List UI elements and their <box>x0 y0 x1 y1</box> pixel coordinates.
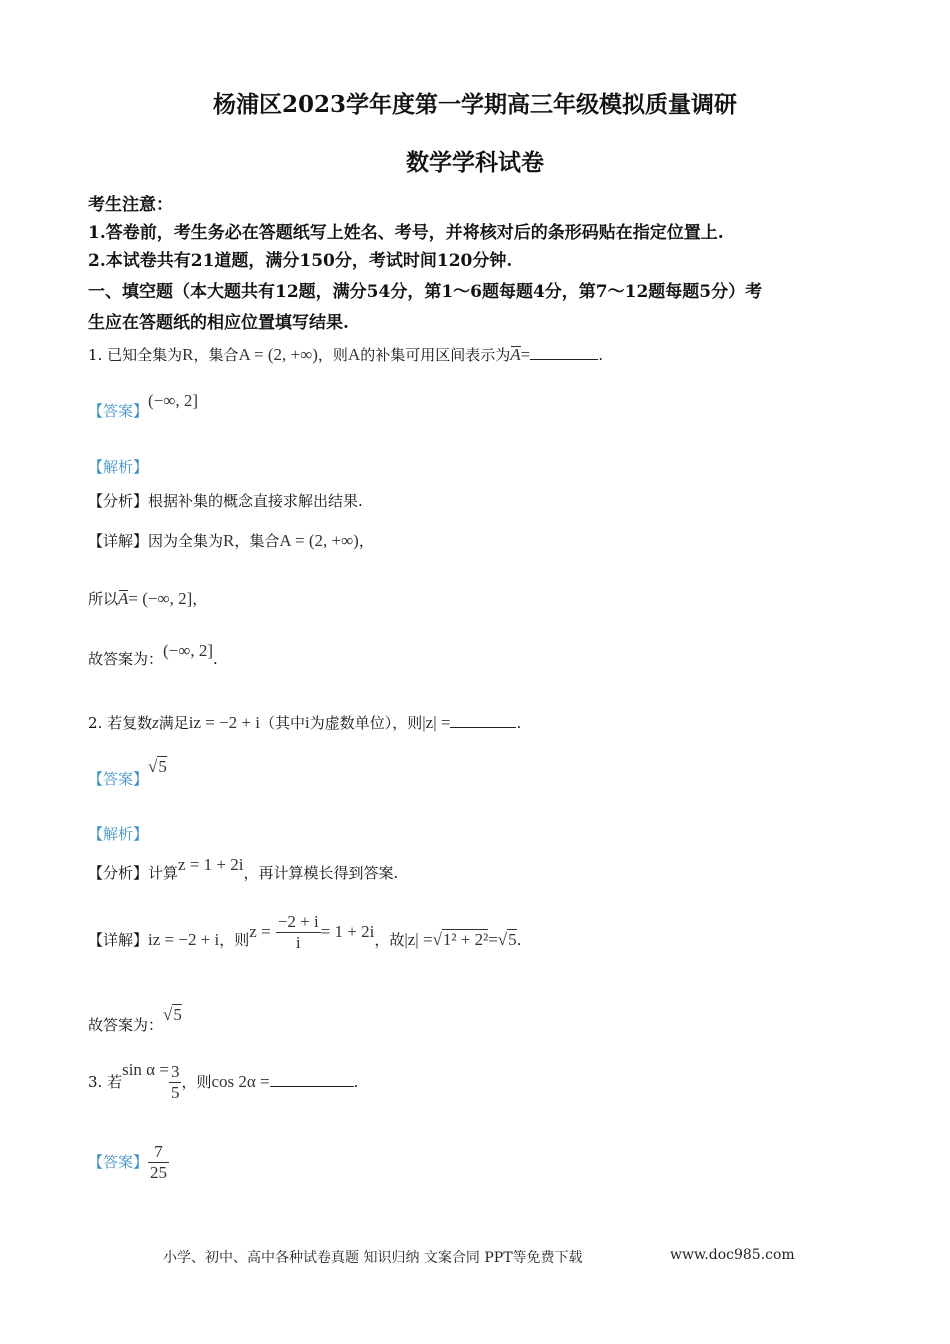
q2-fenxi <box>88 855 399 883</box>
q3-fraction <box>169 1062 182 1103</box>
q1-final-end: . <box>213 650 218 668</box>
q1-so-text: 所以 <box>88 590 119 608</box>
q2-detail-condition: iz = −2 + i <box>148 930 220 949</box>
q3-answer-fraction <box>148 1142 169 1183</box>
q2-final <box>88 1005 182 1035</box>
q1-answer-blank <box>530 345 598 360</box>
question-2 <box>88 712 521 733</box>
q2-answer-value: √5 <box>148 757 167 776</box>
q1-detail-text-2: ，集合 <box>234 532 280 550</box>
q3-denominator: 5 <box>170 1083 180 1102</box>
q3-period: . <box>353 1073 359 1091</box>
q2-text-2: 满足 <box>158 714 189 732</box>
q3-numerator: 3 <box>170 1062 180 1081</box>
q1-detail <box>88 530 374 551</box>
q2-answer <box>88 757 167 789</box>
q1-A-complement: A <box>510 345 521 364</box>
q2-i: i <box>305 713 310 732</box>
q1-text-4: 的补集可用区间表示为 <box>360 346 511 364</box>
q2-text-1: 2. 若复数 <box>88 714 153 732</box>
q1-detail-set-A: A = (2, +∞) <box>279 531 359 550</box>
q2-detail-end: . <box>516 931 522 949</box>
q2-analysis-tag: 【解析】 <box>88 825 149 843</box>
q1-final <box>88 641 218 669</box>
q3-answer-denominator: 25 <box>150 1163 168 1182</box>
q2-detail-denominator: i <box>295 933 301 952</box>
q2-fenxi-text-1: 计算 <box>148 864 179 882</box>
q1-answer-tag: 【答案】 <box>88 402 149 420</box>
q1-R: R <box>182 345 194 364</box>
q1-fenxi-tag: 【分析】 <box>88 492 149 510</box>
q1-detail-comma: ， <box>358 532 374 550</box>
q3-sin: sin α = <box>122 1060 169 1079</box>
q2-final-value: √5 <box>163 1005 182 1024</box>
q2-fenxi-expr: z = 1 + 2i <box>178 855 244 874</box>
q2-fenxi-tag: 【分析】 <box>88 864 149 882</box>
q1-text-3: ，则 <box>317 346 348 364</box>
question-1 <box>88 344 603 365</box>
page-title: 杨浦区2023学年度第一学期高三年级模拟质量调研 <box>212 91 737 118</box>
notice-item-2: 2.本试卷共有21道题，满分150分，考试时间120分钟. <box>88 251 513 271</box>
q2-condition: iz = −2 + i <box>188 713 260 732</box>
q3-answer-blank <box>270 1072 354 1087</box>
q2-answer-radicand: 5 <box>158 757 167 776</box>
q1-so-end: ， <box>192 590 208 608</box>
q2-detail <box>88 912 522 961</box>
q3-cos: cos 2α = <box>211 1072 270 1091</box>
q1-A: A <box>347 345 361 364</box>
q2-detail-fraction <box>276 912 321 953</box>
q1-fenxi <box>88 490 363 511</box>
q2-detail-tag: 【详解】 <box>88 931 149 949</box>
q2-answer-tag: 【答案】 <box>88 770 149 788</box>
q3-answer-numerator: 7 <box>148 1142 169 1163</box>
q1-final-text: 故答案为： <box>88 650 164 668</box>
q2-detail-result: = 1 + 2i <box>320 922 375 941</box>
q1-period: . <box>598 346 603 364</box>
footer-site-link[interactable]: www.doc985.com <box>670 1247 795 1263</box>
q2-final-radicand: 5 <box>173 1005 182 1024</box>
q1-analysis-tag: 【解析】 <box>88 458 149 476</box>
q1-equals: = <box>520 345 531 364</box>
question-3 <box>88 1062 358 1103</box>
q1-text-1: 1. 已知全集为 <box>88 346 183 364</box>
q1-set-A: A = (2, +∞) <box>238 345 318 364</box>
q2-answer-blank <box>450 713 516 728</box>
q2-detail-sqrt-2: √5 <box>497 930 517 949</box>
q2-abs-z: |z| = <box>422 713 451 732</box>
q2-detail-text-2: ，故 <box>374 931 405 949</box>
q1-so-A-complement: A <box>118 589 129 608</box>
q3-text-1: 3. 若 <box>88 1073 123 1091</box>
q1-text-2: ，集合 <box>193 346 239 364</box>
notice-item-1: 1.答卷前，考生务必在答题纸写上姓名、考号，并将核对后的条形码贴在指定位置上. <box>88 223 724 243</box>
q1-answer-value: (−∞, 2] <box>148 391 199 410</box>
notice-heading: 考生注意： <box>88 195 173 215</box>
q2-z: z <box>152 713 159 732</box>
section-heading-line1: 一、填空题（本大题共有12题，满分54分，第1～6题每题4分，第7～12题每题5分）考 <box>88 282 763 302</box>
q3-text-2: ，则 <box>181 1073 212 1091</box>
q2-detail-sqrt: √1² + 2² <box>432 930 489 949</box>
q2-detail-abs-z: |z| = <box>404 930 433 949</box>
q1-so-expr: = (−∞, 2] <box>128 589 193 608</box>
q2-final-text: 故答案为： <box>88 1016 164 1034</box>
footer-text: 小学、初中、高中各种试卷真题 知识归纳 文案合同 PPT等免费下载 <box>163 1250 583 1266</box>
q2-detail-radicand-2: 5 <box>508 930 517 949</box>
q3-answer <box>88 1142 169 1183</box>
section-heading-line2: 生应在答题纸的相应位置填写结果. <box>88 313 349 333</box>
q2-period: . <box>516 714 522 732</box>
q1-detail-tag: 【详解】 <box>88 532 149 550</box>
page-subtitle: 数学学科试卷 <box>406 149 544 176</box>
q2-fenxi-text-2: ，再计算模长得到答案. <box>243 864 399 882</box>
q1-detail-text-1: 因为全集为 <box>148 532 224 550</box>
q1-so <box>88 588 207 609</box>
q2-detail-numerator: −2 + i <box>277 912 319 931</box>
q2-text-4: 为虚数单位），则 <box>309 714 423 732</box>
q3-answer-tag: 【答案】 <box>88 1153 149 1171</box>
q1-fenxi-text: 根据补集的概念直接求解出结果. <box>148 492 363 510</box>
q2-detail-equals: = <box>488 930 498 949</box>
q1-detail-R: R <box>223 531 235 550</box>
q2-text-3: （其中 <box>260 714 306 732</box>
q2-detail-text-1: ，则 <box>219 931 250 949</box>
q1-final-expr: (−∞, 2] <box>163 641 214 660</box>
q2-detail-radicand: 1² + 2² <box>442 930 489 949</box>
q1-answer <box>88 391 199 421</box>
q2-detail-z: z = <box>249 922 271 941</box>
